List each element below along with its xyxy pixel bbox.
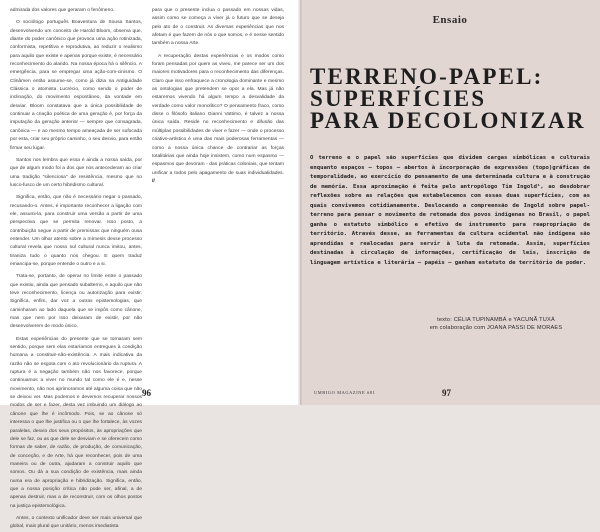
section-label: Ensaio <box>432 14 468 26</box>
headline-line: SUPERFÍCIES <box>310 86 487 111</box>
body-paragraph: admirada dos valores que geraram o fenômeno. <box>10 8 115 13</box>
article-headline <box>310 66 590 132</box>
lede-text: O terreno e o papel são superfícies que dividem cargas simbólicas e culturais enquanto espaços – topos – abertos à incorporação de expressões (topo)gráficas de temporalidade, ao exercício do pensamento de uma determinada cultura e à construção de memória. Essa aproximação é feita pelo antropólogo Tim Ingold¹, ao desdobrar reflexões sobre as relações que estabelecemos com essas duas superfícies, com as quais convivemos cotidianamente. Deslocando a compreensão de Ingold sobre papel-terreno para pensar o movimento de retomada dos povos indígenas no Brasil, o papel ganha o estatuto simbólico e efetivo de instrumento para reapropriação de território. Através desse, as ferramentas da cultura ocidental não indígena são aprendidas e realocadas para servir à luta da retomada. Assim, superfícies destinadas à circulação de informações, certificação de leis, inscrição de linguagem artística e literária – papéis – ganham estatuto de território de poder. <box>310 155 590 266</box>
collaboration-credit: em colaboração com JOANA PASSI DE MORAES <box>429 325 563 332</box>
article-credits <box>398 316 594 332</box>
left-text-column-2 <box>152 7 284 375</box>
body-paragraph: Estas experiências do presente que se tornaram sem sentido, porque sem elas estaríamos entregues à condição humana a constituir-não-existência. A mais indicativa da razão não se esgota com o ato revolucionário da ruptura. A ruptura é a negação também não nos favorece, porque continuamos a viver no mundo tal como ele é e, nesse movimento, não nos aprimoramos até alguma coisa que não se deixou ver. Mas podemos e devemos recuperar nossos modos de ser e fazer, desta vez imbuindo um diálogo ao cânone que lhe é incômodo. Pois, se ao cânone só interessa o que lhe justifica ou o que lhe fortalece, às vozes paralelas, desvio dos seus propósitos, às apropriações que dele se faz, ou as que dele se desviam e se oferecem como formas de saber, de razão, de produção, de comunicação, de conceção, e de Arte, há que reconhecer, pois de uma maneira ou de outra, ajudaram a construir aquilo que somos. Ou dá a sua condição de existência, mais ainda numa era de apropriação e hibridização. Significa, então, que a nossa posição crítica não pode ser, afinal, a de apenas destruir, mas a de reconstruir, com os olhos postos na justiça epistemológica. <box>10 336 142 509</box>
article-end-mark: // <box>152 178 155 184</box>
body-paragraph: Significa, então, que não é necessário negar o passado, recusando-o. Antes, é importante reconhecer a ligação com ele, assumi-la, para construir uma versão a partir de uma perspectiva que se permita renovar. Isso posto, a contribuição segue a partir de premissas que ninguém ousa entender. Um olhar atento sobre a mímesis desse processo cultural revela que nosso sul cultural nunca imitou, antes, tiraniza tudo o quanto nos chegou. E quem traduz emancipa-se, porque entende o outro e a si. <box>10 195 142 267</box>
body-paragraph-text: A recuperação destas experiências e os modos como foram pensadas por quem as viveu, me parece ser um dos maiores motivadores para o reconhecimento das diferenças. Claro que isso enfraquece a cronologia dominante e mesmo as ontologias que pretendem se opor a ela. Mas já não estaremos vivendo há algum tempo a desvalidade da verdade como valor monolítico? O pensamento fraco, como disse o filósofo italiano Gianni Vattimo, é talvez a nossa única saída. Reside no reconhecimento e difusão das múltiplas possibilidades de viver e fazer — onde o processo criativo-artístico é uma das mais poderosas ferramentas — como a nossa única chance de contrariar as forças totalitárias que ainda hoje insistem, como num espasmo — espasmos que devoram - das práticas coloniais, que tentam unificar a todos pelo apagamento de suas individualidades. <box>152 53 284 176</box>
right-page <box>300 0 600 405</box>
page-number-right: 97 <box>442 388 451 398</box>
magazine-footer: UMBIGO MAGAZINE #81 <box>314 390 376 395</box>
body-paragraph: para que o presente inclua o passado em nossas vidas, assim como se começa a viver já o futuro que se deseja pelo ato de o construir. As diversas experiências que nos afetam é que fazem de nós o que somos, e é nesse sentido também a nossa Arte. <box>152 8 284 47</box>
author-credit: texto: CÉLIA TUPINAMBÁ e YACUNÃ TUXÁ <box>437 317 555 323</box>
body-paragraph: Antes, o contexto unificador deve ser mais universal que global, mais plural que unitário, menos imediatista <box>10 515 142 530</box>
body-paragraph: Trata-se, portanto, de operar no limite entre o passado que existiu, ainda que pensado subalterno, e aquilo que não teve reconhecimento, licença ou autorização para existir. Significa, enfim, dar voz a outras epistemologias, que caminharam ao lado daquela que se impôs como cânone, mas que nem por isso deixaram de existir, por não desenvolverem de modo único. <box>10 274 142 330</box>
left-page <box>0 0 300 530</box>
headline-line: TERRENO-PAPEL: <box>310 64 544 89</box>
headline-line: PARA DECOLONIZAR <box>310 108 586 133</box>
body-paragraph <box>152 53 284 187</box>
body-paragraph: O sociólogo português Boaventura de Sousa Santos, desenvolvendo um conceito de Harold Bloom, observa que, diante do poder canônico que provoca uma ação rotinizada, conformista, repetitiva e reprodutiva, ao reduzir o realismo para aquilo que existe e apenas porque existe, é necessário reconhecimento do alarido. Na nossa época há o silêncio. A emergência, para se empregar uma ação-com-cinismo. O Clinâmen então assume-se, como já dizia na Antiguidade Clássica o atomista Lucrécio, como sendo o poder de inclinação, do movimento espontâneo, da vontade em desviar. Bloom constatava que a única possibilidade de continuar a criação poética de uma geração é, por força da imputação da geração anterior — sempre que consagrada, canônica — e ao mesmo tempo ameaçada de ser sufocada por esta, criar seu próprio caminho, o seu desvio, para então firmar seu lugar. <box>10 20 142 151</box>
left-text-column-1 <box>10 7 142 530</box>
page-gutter <box>298 0 302 405</box>
page-number-left: 96 <box>142 388 151 398</box>
article-lede <box>310 154 590 268</box>
body-paragraph: Santos nos lembra que essa é ainda a nossa saída, por que de algum modo foi a dos que nos antecederam ao criar uma tradição “silenciosa” de resistência, mesmo que no lusco-fusco de um certo hibridismo cultural. <box>10 157 142 188</box>
